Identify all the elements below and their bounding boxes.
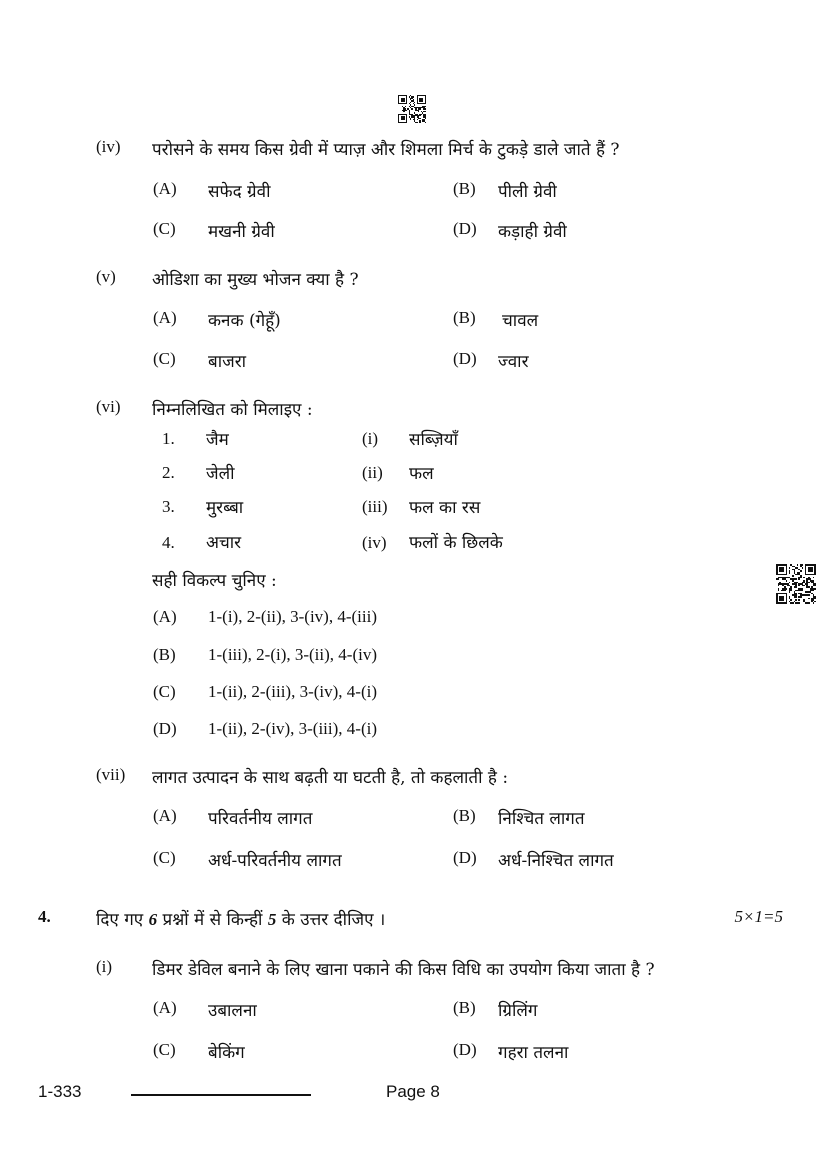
qr-code-icon	[398, 95, 426, 123]
match-right-number: (iv)	[362, 533, 387, 552]
option-text: मखनी ग्रेवी	[208, 222, 275, 242]
question-number: (vii)	[96, 765, 126, 784]
match-right-item: फल का रस	[409, 498, 481, 518]
instruction-part: के उत्तर दीजिए ।	[276, 910, 386, 930]
option-label: (D)	[453, 349, 477, 368]
option-label: (B)	[453, 308, 476, 327]
match-right-number: (iii)	[362, 497, 388, 516]
question-text: निम्नलिखित को मिलाइए :	[152, 400, 313, 420]
choose-option-prompt: सही विकल्प चुनिए :	[152, 571, 277, 591]
option-text: 1-(i), 2-(ii), 3-(iv), 4-(iii)	[208, 607, 377, 626]
option-text: 1-(ii), 2-(iv), 3-(iii), 4-(i)	[208, 719, 377, 738]
option-text: अर्ध-परिवर्तनीय लागत	[208, 851, 342, 871]
option-text: पीली ग्रेवी	[498, 182, 557, 202]
option-text: ज्वार	[498, 352, 529, 372]
option-label: (D)	[453, 219, 477, 238]
instruction-number: 6	[148, 910, 158, 929]
match-right-item: फल	[409, 464, 434, 484]
option-text: ग्रिलिंग	[498, 1001, 538, 1021]
page-number: Page 8	[386, 1082, 440, 1101]
option-label: (C)	[153, 219, 176, 238]
qr-code-icon	[776, 564, 816, 604]
option-text: 1-(ii), 2-(iii), 3-(iv), 4-(i)	[208, 682, 377, 701]
match-right-number: (i)	[362, 429, 379, 448]
option-text: बाजरा	[208, 352, 247, 372]
instruction-part: दिए गए	[96, 910, 149, 930]
option-label: (C)	[153, 1040, 176, 1059]
match-left-number: 2.	[162, 463, 175, 482]
option-text: कनक (गेहूँ)	[208, 311, 281, 331]
match-left-item: मुरब्बा	[206, 498, 244, 518]
match-left-number: 1.	[162, 429, 175, 448]
option-label: (B)	[453, 179, 476, 198]
match-right-number: (ii)	[362, 463, 383, 482]
match-left-number: 3.	[162, 497, 175, 516]
option-text: कड़ाही ग्रेवी	[498, 222, 567, 242]
option-label: (A)	[153, 806, 177, 825]
option-text: उबालना	[208, 1001, 257, 1021]
match-right-item: सब्ज़ियाँ	[409, 430, 458, 450]
match-left-item: अचार	[206, 533, 242, 553]
option-label: (B)	[153, 645, 176, 664]
match-left-item: जैम	[206, 430, 229, 450]
section-instruction	[96, 907, 385, 930]
question-number: (vi)	[96, 397, 121, 416]
option-label: (D)	[453, 848, 477, 867]
instruction-part: प्रश्नों में से किन्हीं	[157, 910, 268, 930]
match-right-item: फलों के छिलके	[409, 533, 503, 553]
option-label: (A)	[153, 179, 177, 198]
option-text: अर्ध-निश्चित लागत	[498, 851, 614, 871]
option-text: चावल	[502, 311, 539, 331]
option-label: (D)	[453, 1040, 477, 1059]
option-label: (B)	[453, 998, 476, 1017]
section-number: 4.	[38, 907, 51, 926]
option-text: परिवर्तनीय लागत	[208, 809, 313, 829]
option-label: (B)	[453, 806, 476, 825]
match-left-item: जेली	[206, 464, 235, 484]
option-text: गहरा तलना	[498, 1043, 569, 1063]
footer-rule	[131, 1094, 311, 1096]
question-text: ओडिशा का मुख्य भोजन क्या है ?	[152, 270, 359, 290]
question-number: (v)	[96, 267, 116, 286]
question-text: डिमर डेविल बनाने के लिए खाना पकाने की किस विधि का उपयोग किया जाता है ?	[152, 960, 655, 980]
option-text: सफेद ग्रेवी	[208, 182, 271, 202]
option-text: 1-(iii), 2-(i), 3-(ii), 4-(iv)	[208, 645, 377, 664]
option-label: (A)	[153, 308, 177, 327]
option-label: (A)	[153, 998, 177, 1017]
option-label: (C)	[153, 848, 176, 867]
option-text: निश्चित लागत	[498, 809, 585, 829]
option-label: (D)	[153, 719, 177, 738]
question-text: लागत उत्पादन के साथ बढ़ती या घटती है, तो कहलाती है :	[152, 768, 509, 788]
match-left-number: 4.	[162, 533, 175, 552]
question-text: परोसने के समय किस ग्रेवी में प्याज़ और शिमला मिर्च के टुकड़े डाले जाते हैं ?	[152, 140, 620, 160]
option-label: (C)	[153, 349, 176, 368]
question-number: (iv)	[96, 137, 121, 156]
marks-allocation: 5×1=5	[734, 907, 783, 926]
option-label: (A)	[153, 607, 177, 626]
option-text: बेकिंग	[208, 1043, 245, 1063]
question-number: (i)	[96, 957, 113, 976]
instruction-number: 5	[267, 910, 277, 929]
paper-code: 1-333	[38, 1082, 82, 1101]
option-label: (C)	[153, 682, 176, 701]
